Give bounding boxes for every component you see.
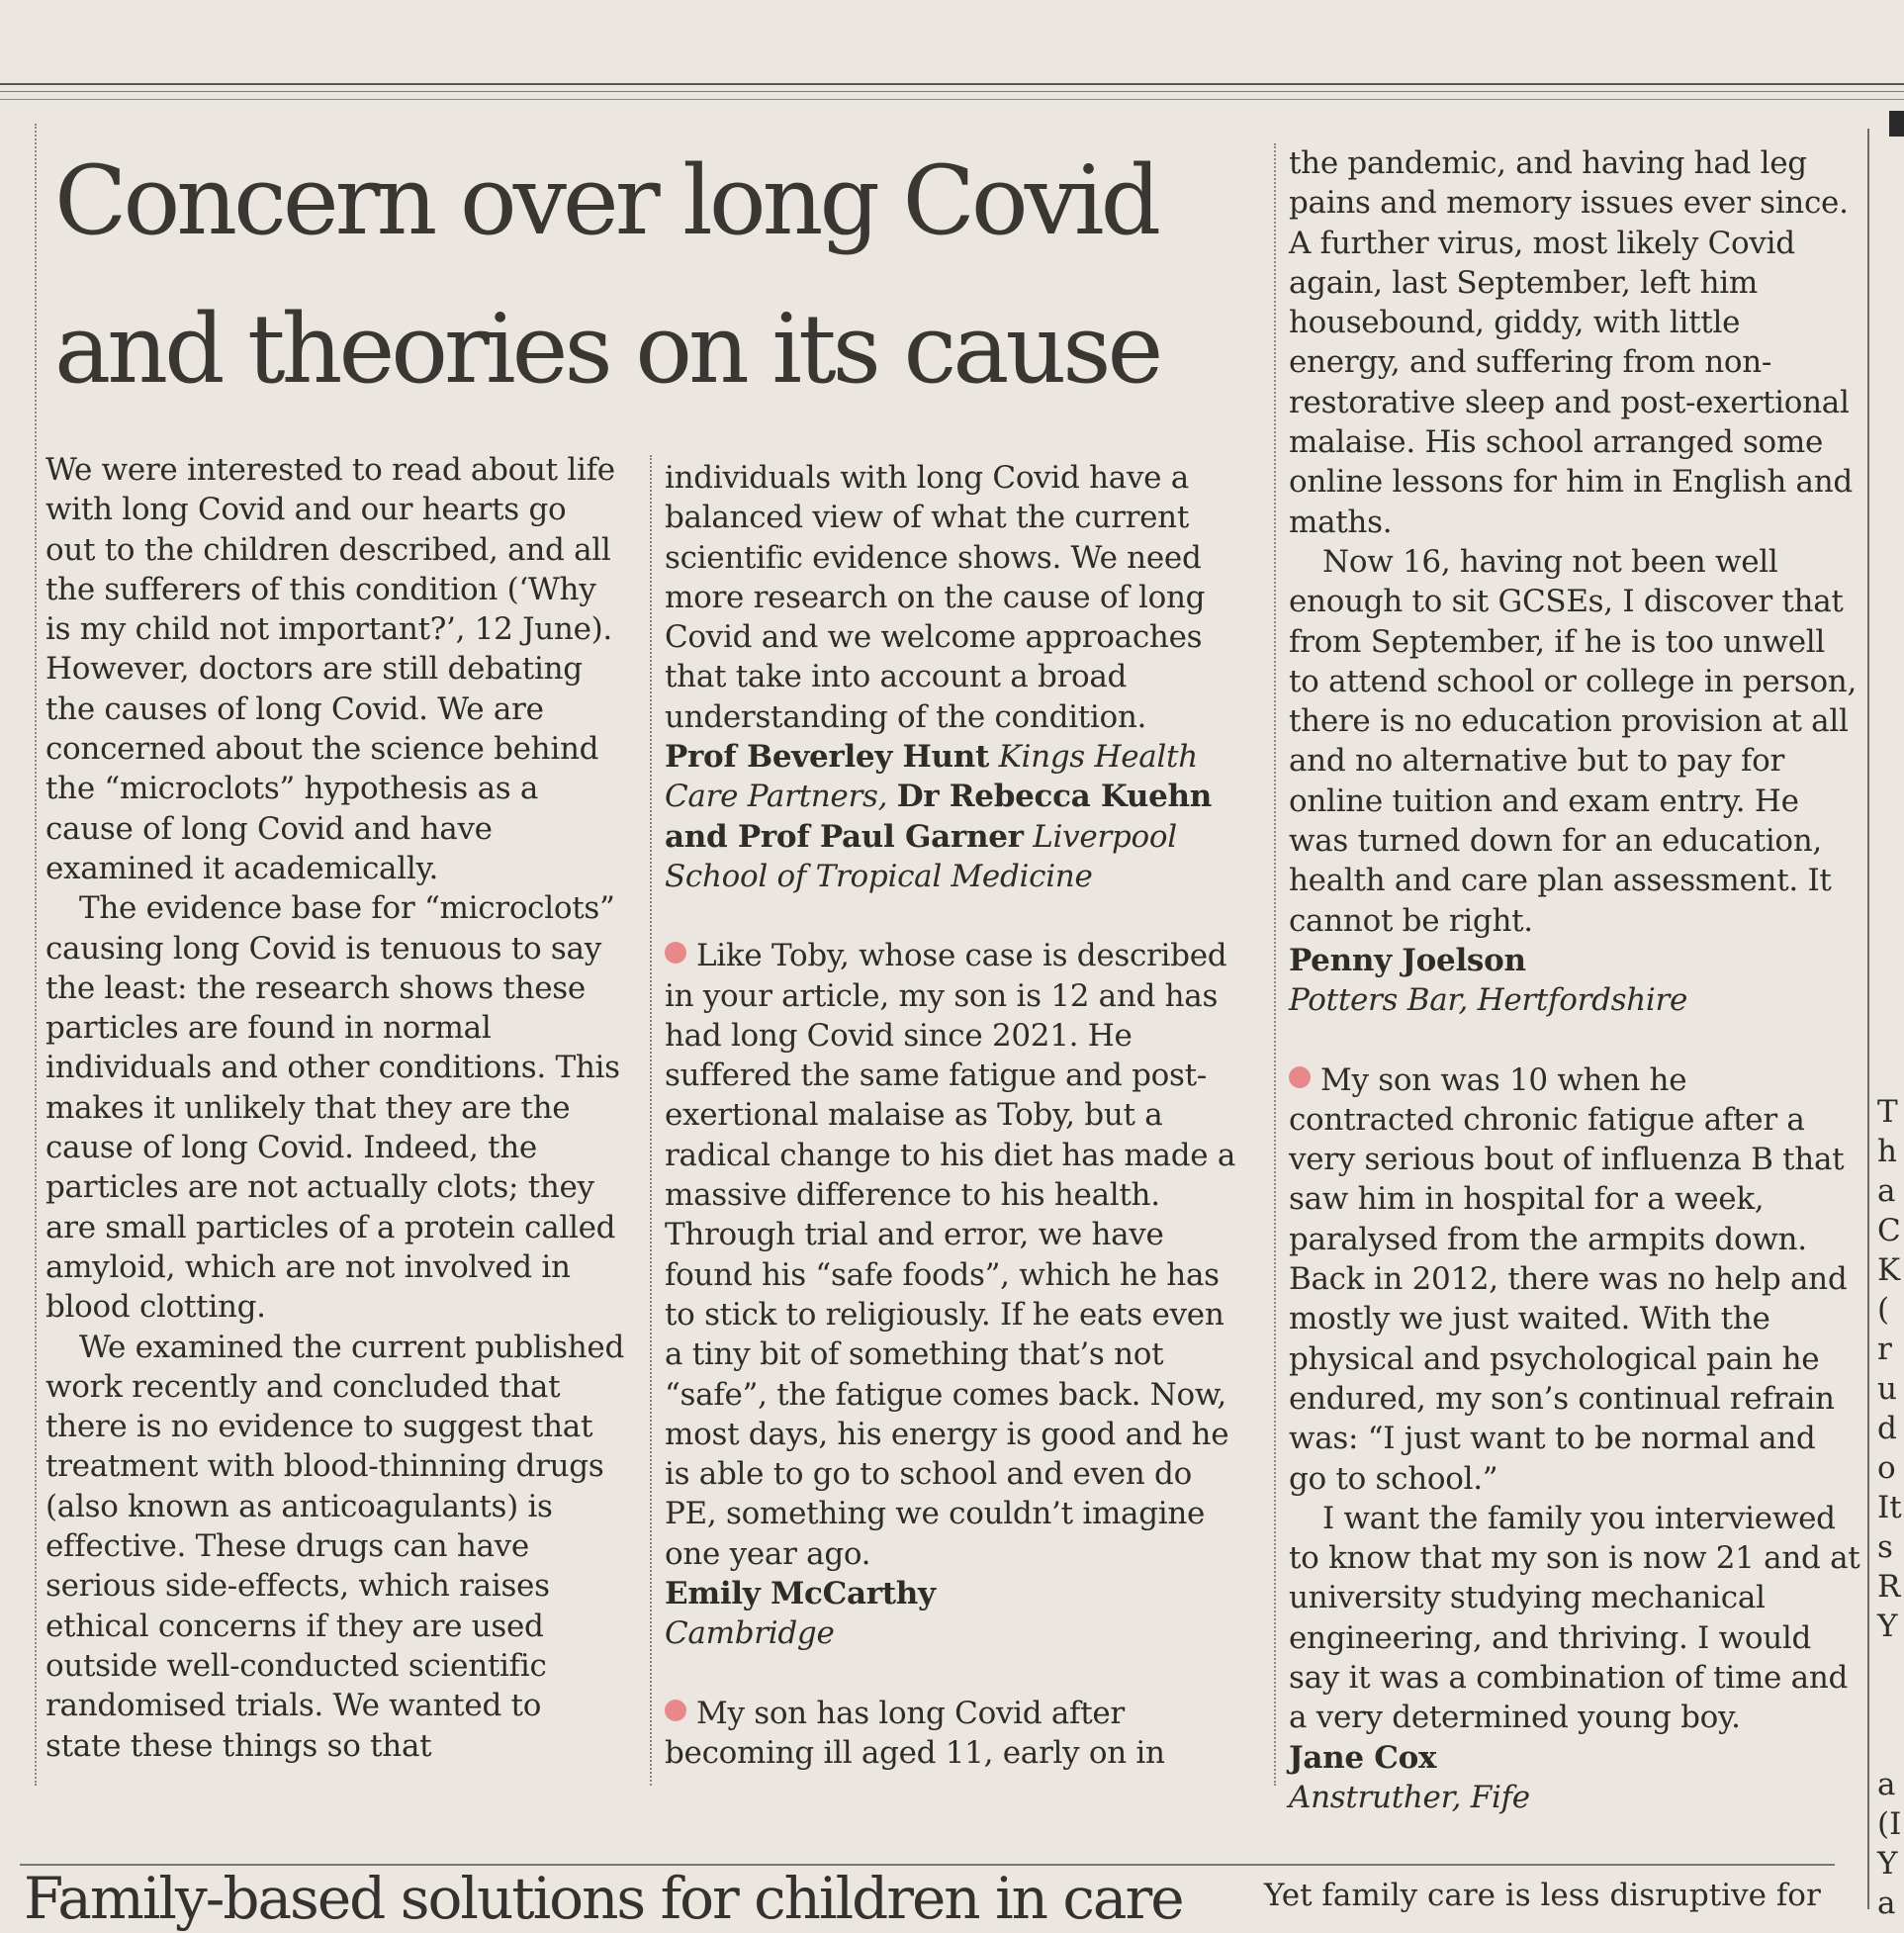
column-3 [1289,143,1860,1817]
letter3-paragraph-2: Now 16, having not been well enough to sit GCSEs, I discover that from September, if he is too unwell to attend school or college in person, there is no education provision at all and no alternative but to pay for online tuition and exam entry. He was turned down for an education, health and care plan assessment. It cannot be right. [1289,543,1858,939]
letter4-paragraph-2: I want the family you interviewed to know that my son is now 21 and at university studying mechanical engineering, and thriving. I would say it was a combination of time and a very determined young boy. [1289,1500,1860,1736]
top-rule-thin [0,91,1904,92]
edge-text-fragment: a [1877,1767,1896,1802]
edge-text-fragment: K [1877,1252,1901,1288]
top-rule-thin-2 [0,99,1904,100]
letter3-paragraph-start: My son has long Covid after becoming ill aged 11, early on in [665,1695,1165,1771]
letter1-paragraph-3: We examined the current published work recently and concluded that there is no evidence to suggest that treatment with blood-thinning drugs (also known as anticoagulants) is effective. These drugs can have serious side-effects, which raises ethical concerns if they are used outside well-conducted scientific randomised trials. We wanted to state these things so that [45,1329,625,1764]
column-divider-2 [1274,143,1276,1786]
letter3-name: Penny Joelson [1289,942,1526,978]
column-divider-left [35,124,37,1786]
letter3-paragraph-cont: the pandemic, and having had leg pains and memory issues ever since. A further virus, most likely Covid again, last September, left him housebound, giddy, with little energy, and suffering from non-restorative sleep and post-exertional malaise. His school arranged some online lessons for him in English and maths. [1289,145,1853,540]
edge-text-fragment: ( [1877,1292,1890,1328]
signatory-org-2: Liverpool School of Tropical Medicine [665,818,1177,894]
edge-text-fragment: h [1877,1134,1897,1169]
page-title [54,127,1241,423]
letter3-place: Potters Bar, Hertfordshire [1289,982,1688,1019]
edge-text-fragment: a [1877,1173,1896,1209]
edge-text-fragment: r [1877,1332,1892,1367]
edge-text-fragment: It [1877,1490,1902,1525]
letter1-signature [665,737,1250,896]
signatory-name-2: Dr Rebecca Kuehn and Prof Paul Garner [665,779,1213,855]
edge-text-fragment: T [1877,1094,1898,1130]
edge-text-fragment: Y [1877,1846,1898,1882]
right-column-rule [1867,129,1869,1909]
letter1-paragraph-2: The evidence base for “microclots” causing long Covid is tenuous to say the least: the research shows these particles are found in normal individuals and other conditions. This makes it unlikely that they are the cause of long Covid. Indeed, the particles are not actually clots; they are small particles of a protein called amyloid, which are not involved in blood clotting. [45,890,620,1326]
edge-text-fragment: s [1877,1529,1893,1565]
letter4-name: Jane Cox [1289,1739,1437,1776]
letter2-name: Emily McCarthy [665,1576,936,1612]
column-divider-1 [650,455,652,1786]
top-rule [0,83,1904,85]
letter2-paragraph: Like Toby, whose case is described in your article, my son is 12 and has had long Covid since 2021. He suffered the same fatigue and post-exertional malaise as Toby, but a radical change to his diet has made a massive difference to his health. Through trial and error, we have found his “safe foods”, which he has to stick to religiously. If he eats even a tiny bit of something that’s not “safe”, the fatigue comes back. Now, most days, his energy is good and he is able to go to school and even do PE, something we couldn’t imagine one year ago. [665,938,1236,1572]
letter4-place: Anstruther, Fife [1289,1779,1530,1815]
bullet-icon [1289,1066,1311,1088]
page-edge-mark [1889,111,1904,137]
next-article-headline: Family-based solutions for children in care [24,1865,1183,1932]
column-1 [45,450,625,1766]
letter1-paragraph-4: individuals with long Covid have a balanced view of what the current scientific evidence shows. We need more research on the cause of long Covid and we welcome approaches that take into account a broad understanding of the condition. [665,460,1206,735]
edge-text-fragment: C [1877,1213,1901,1248]
next-article-text: Yet family care is less disruptive for [1264,1878,1821,1913]
signatory-name-1: Prof Beverley Hunt [665,739,990,776]
edge-text-fragment: (I [1877,1806,1902,1842]
letter1-paragraph-1: We were interested to read about life with long Covid and our hearts go out to the children described, and all the sufferers of this condition (‘Why is my child not important?’, 12 June). However, doctors are still debating the causes of long Covid. We are concerned about the science behind the “microclots” hypothesis as a cause of long Covid and have examined it academically. [45,452,615,886]
column-2 [665,458,1250,1773]
headline-line-2: and theories on its cause [54,294,1160,405]
edge-text-fragment: a [1877,1886,1896,1921]
letter2-place: Cambridge [665,1615,835,1652]
bullet-icon [665,1700,686,1721]
edge-text-fragment: o [1877,1450,1896,1486]
edge-text-fragment: d [1877,1411,1897,1446]
edge-text-fragment: Y [1877,1609,1898,1644]
bullet-icon [665,942,686,964]
edge-text-fragment: R [1877,1569,1901,1605]
headline-line-1: Concern over long Covid [54,145,1158,256]
edge-text-fragment: u [1877,1371,1897,1407]
letter4-paragraph-1: My son was 10 when he contracted chronic fatigue after a very serious bout of influenza B that saw him in hospital for a week, paralysed from the armpits down. Back in 2012, there was no help and mostly we just waited. With the physical and psychological pain he endured, my son’s continual refrain was: “I just want to be normal and go to school.” [1289,1061,1848,1497]
signatory-org-1: Kings Health Care Partners, [665,739,1198,815]
